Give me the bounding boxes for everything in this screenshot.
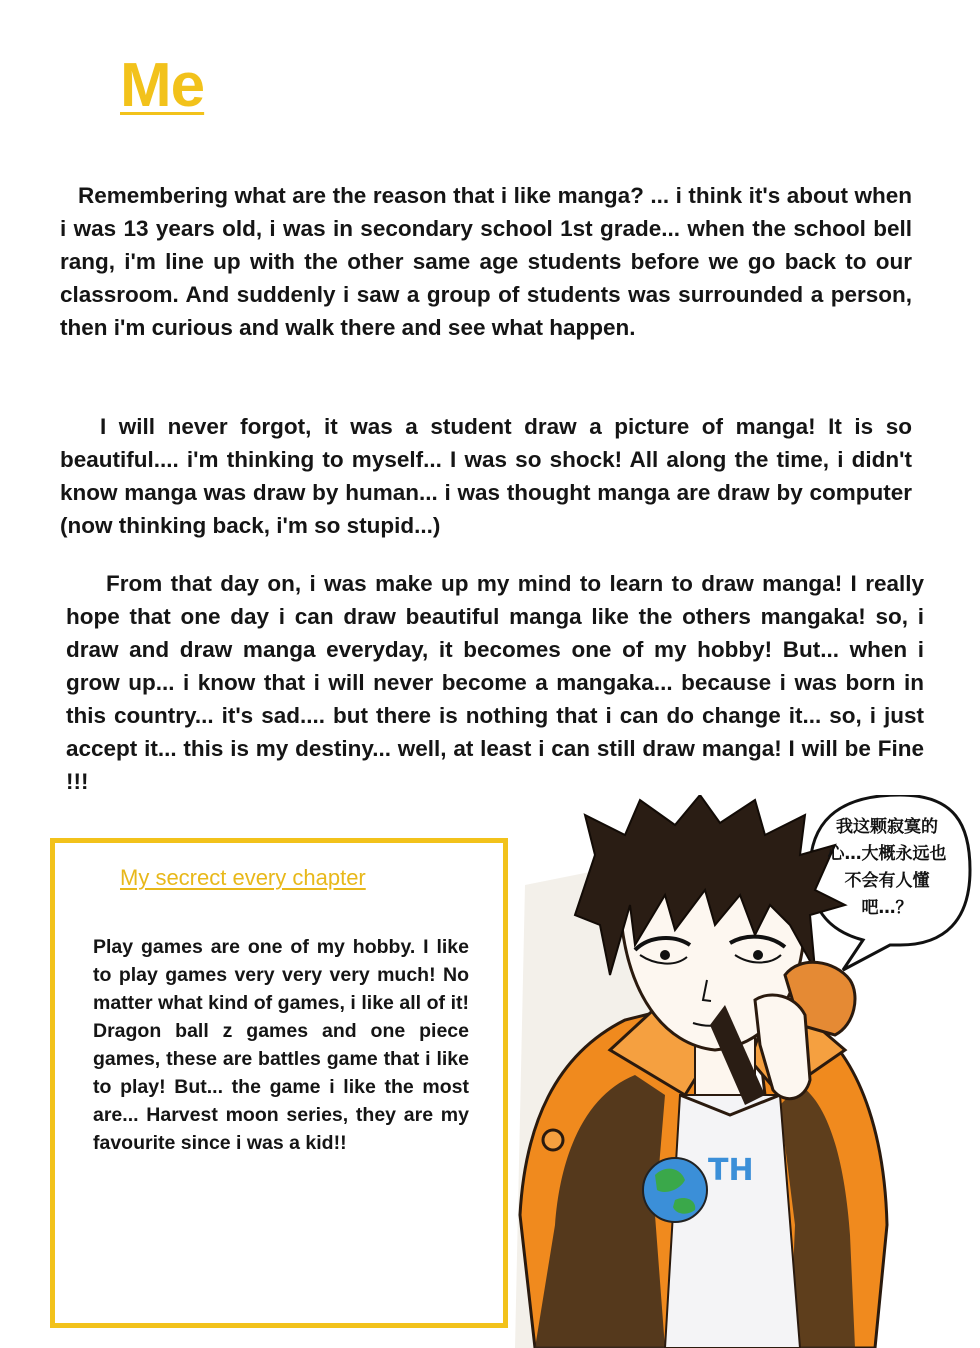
- page-title: Me: [120, 51, 205, 120]
- secret-box-text: Play games are one of my hobby. I like to play games very very very much! No matter what kind of games, i like all of it! Dragon ball z games and one piece games, these are battles game that i like to play! But... the game i like the most are... Harvest moon series, they are my favourite since i was a kid!!: [93, 936, 469, 1154]
- shirt-text: TH: [708, 1153, 754, 1188]
- speech-bubble-text: 我这颗寂寞的心…大概永远也不会有人懂吧…？: [827, 817, 947, 918]
- paragraph-3: From that day on, i was make up my mind to learn to draw manga! I really hope that one day i can draw beautiful manga like the others mangaka! so, i draw and draw manga everyday, it becomes one of my hobby! But... when i grow up... i know that i will never become a mangaka... because i was born in this country... it's sad.... but there is nothing that i can do change it... so, i just accept it... this is my destiny... well, at least i can still draw manga! I will be Fine !!!: [66, 571, 924, 794]
- secret-box: [50, 838, 508, 1328]
- paragraph-1: Remembering what are the reason that i like manga? ... i think it's about when i was 13 years old, i was in secondary school 1st grade... when the school bell rang, i'm line up with the other same age students before we go back to our classroom. And suddenly i saw a group of students was surrounded a person, then i'm curious and walk there and see what happen.: [60, 183, 912, 340]
- paragraph-2: I will never forgot, it was a student draw a picture of manga! It is so beautiful.... i'm thinking to myself... I was so shock! All along the time, i didn't know manga was draw by human... i was thought manga are draw by computer (now thinking back, i'm so stupid...): [60, 414, 912, 538]
- secret-box-title: My secrect every chapter: [120, 865, 366, 890]
